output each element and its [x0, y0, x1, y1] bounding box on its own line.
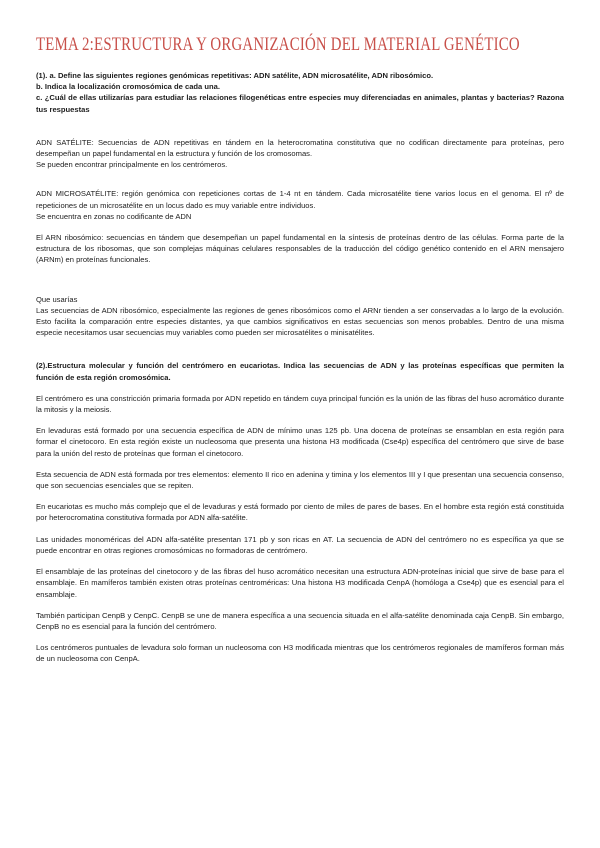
question-1-part-a: (1). a. Define las siguientes regiones genómicas repetitivas: ADN satélite, ADN microsatélite, ADN ribosómico. [36, 71, 434, 80]
question-1-part-c: c. ¿Cuál de ellas utilizarías para estudiar las relaciones filogenéticas entre especies muy diferenciadas en animales, plantas y bacterias? Razona tus respuestas [36, 93, 564, 114]
answer-paragraph [36, 566, 564, 600]
paragraph-text: También participan CenpB y CenpC. CenpB se une de manera específica a una secuencia situada en el alfa-satélite denominada caja CenpB. Sin embargo, CenpB no es esencial para la función del centrómero. [36, 610, 564, 631]
answer-usarias [36, 294, 564, 339]
answer-ribosomico [36, 232, 564, 266]
paragraph-text: El centrómero es una constricción primaria formada por ADN repetido en tándem cuya principal función es la unión de las fibras del huso acromático durante la mitosis y la meiosis. [36, 393, 564, 415]
usarias-heading: Que usarías [36, 294, 78, 304]
microsatelite-location: Se encuentra en zonas no codificante de ADN [36, 211, 192, 221]
question-1 [36, 70, 564, 115]
answer-paragraph [36, 425, 564, 459]
paragraph-text: En eucariotas es mucho más complejo que el de levaduras y está formado por ciento de miles de pares de bases. En el hombre esta región está constituida por heterocromatina constitutiva formada por ADN alfa-satélite. [36, 502, 564, 523]
paragraph-text: Las unidades monoméricas del ADN alfa-satélite presentan 171 pb y son ricas en AT. La secuencia de ADN del centrómero no es específica ya que se puede encontrar en otras regiones cromosómicas no formadoras de centrómero. [36, 534, 564, 555]
answer-microsatelite [36, 188, 564, 222]
usarias-text: Las secuencias de ADN ribosómico, especialmente las regiones de genes ribosómicos como el ARNr tienden a ser conservadas a lo largo de la evolución. Esto facilita la comparación entre especies distantes, ya que cambios significativos en estas secuencias son menos probables. Dentro de una misma especie necesitamos usar secuencias muy variables como pueden ser microsatélites o minisatélites. [36, 305, 564, 338]
satelite-definition: ADN SATÉLITE: Secuencias de ADN repetitivas en tándem en la heterocromatina constitutiva que no codifican directamente para proteínas, pero desempeñan un papel fundamental en la estructura y función de los cromosomas. [36, 137, 564, 159]
answer-paragraph [36, 469, 564, 491]
question-2-text: (2).Estructura molecular y función del centrómero en eucariotas. Indica las secuencias de ADN y las proteínas específicas que permiten la función de esta región cromosómica. [36, 361, 564, 382]
question-2 [36, 360, 564, 382]
answer-satelite [36, 137, 564, 171]
paragraph-text: El ensamblaje de las proteínas del cinetocoro y de las fibras del huso acromático necesitan una estructura ADN-proteínas inicial que sirve de base para el ensamblaje. En mamíferos también existen otras proteínas centroméricas: Una histona H3 modificada CenpA (homóloga a Cse4p) que es esencial para el ensamblaje. [36, 567, 564, 599]
answer-paragraph [36, 642, 564, 664]
answer-paragraph [36, 393, 564, 415]
page-title: TEMA 2:ESTRUCTURA Y ORGANIZACIÓN DEL MATERIAL GENÉTICO [36, 34, 520, 55]
paragraph-text: Esta secuencia de ADN está formada por tres elementos: elemento II rico en adenina y timina y los elementos III y I que presentan una secuencia consenso, que son secuencias esenciales que se repiten. [36, 469, 564, 491]
ribosomico-definition: El ARN ribosómico: secuencias en tándem que desempeñan un papel fundamental en la síntesis de proteínas dentro de las células. Forma parte de la estructura de los ribosomas, que son complejas máquinas celulares responsables de la traducción del código genético contenido en el ARN mensajero (ARNm) en proteínas funcionales. [36, 233, 564, 265]
paragraph-text: En levaduras está formado por una secuencia específica de ADN de mínimo unas 125 pb. Una docena de proteínas se ensamblan en esta región para formar el cinetocoro. En esta región existe un nucleosoma que presenta una histona H3 modificada (Cse4p) específica del centrómero que sirve de base para la unión del resto de proteínas que forman el cinetocoro. [36, 426, 564, 458]
microsatelite-definition: ADN MICROSATÉLITE: región genómica con repeticiones cortas de 1-4 nt en tándem. Cada microsatélite tiene varios locus en el genoma. El nº de repeticiones de un microsatélite en un locus dado es muy variable entre individuos. [36, 189, 564, 210]
question-1-part-b: b. Indica la localización cromosómica de cada una. [36, 82, 220, 92]
paragraph-text: Los centrómeros puntuales de levadura solo forman un nucleosoma con H3 modificada mientras que los centrómeros regionales de mamíferos forman más de un nucleosoma con CenpA. [36, 643, 564, 664]
answer-paragraph [36, 501, 564, 523]
answer-paragraph [36, 610, 564, 632]
answer-paragraph [36, 534, 564, 556]
satelite-location: Se pueden encontrar principalmente en los centrómeros. [36, 160, 228, 170]
